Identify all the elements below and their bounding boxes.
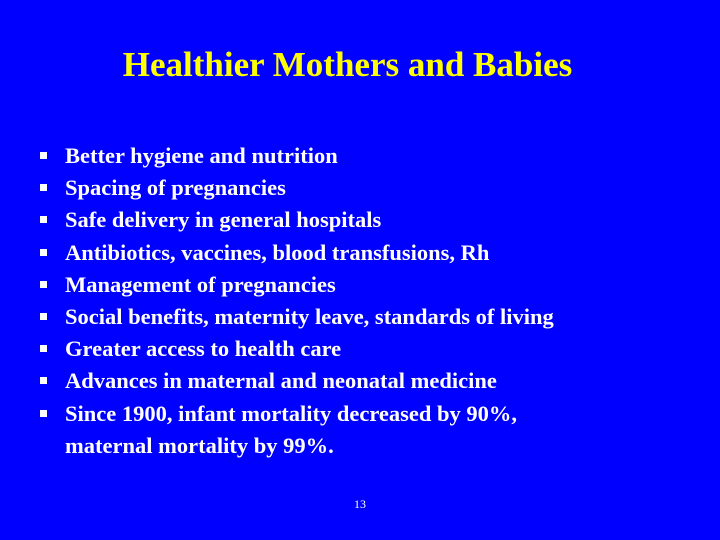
- square-bullet-icon: [40, 249, 47, 256]
- page-number: 13: [354, 497, 366, 511]
- square-bullet-icon: [40, 410, 47, 417]
- bullet-item: [38, 365, 708, 397]
- bullet-text: Greater access to health care: [65, 336, 342, 362]
- bullet-item: [38, 269, 708, 301]
- bullet-text: Social benefits, maternity leave, standards of living: [65, 304, 554, 330]
- bullet-item: [38, 301, 708, 333]
- bullet-list: [38, 140, 708, 462]
- square-bullet-icon: [40, 377, 47, 384]
- bullet-item: [38, 237, 708, 269]
- square-bullet-icon: [40, 313, 47, 320]
- bullet-text: Management of pregnancies: [65, 271, 336, 297]
- bullet-item: [38, 204, 708, 236]
- bullet-item: [38, 398, 708, 462]
- bullet-text: Advances in maternal and neonatal medicine: [65, 368, 497, 394]
- square-bullet-icon: [40, 152, 47, 159]
- bullet-continuation-text: maternal mortality by 99%.: [65, 432, 334, 458]
- slide-title: Healthier Mothers and Babies: [122, 45, 573, 84]
- bullet-text: Better hygiene and nutrition: [65, 143, 338, 168]
- bullet-item: [38, 140, 708, 172]
- bullet-text: Since 1900, infant mortality decreased by 90%,: [65, 400, 518, 426]
- bullet-item: [38, 333, 708, 365]
- square-bullet-icon: [40, 345, 47, 352]
- square-bullet-icon: [40, 184, 47, 191]
- bullet-text: Spacing of pregnancies: [65, 175, 286, 201]
- bullet-text: Antibiotics, vaccines, blood transfusions, Rh: [65, 239, 490, 265]
- square-bullet-icon: [40, 281, 47, 288]
- square-bullet-icon: [40, 216, 47, 223]
- bullet-text: Safe delivery in general hospitals: [65, 207, 382, 233]
- bullet-item: [38, 172, 708, 204]
